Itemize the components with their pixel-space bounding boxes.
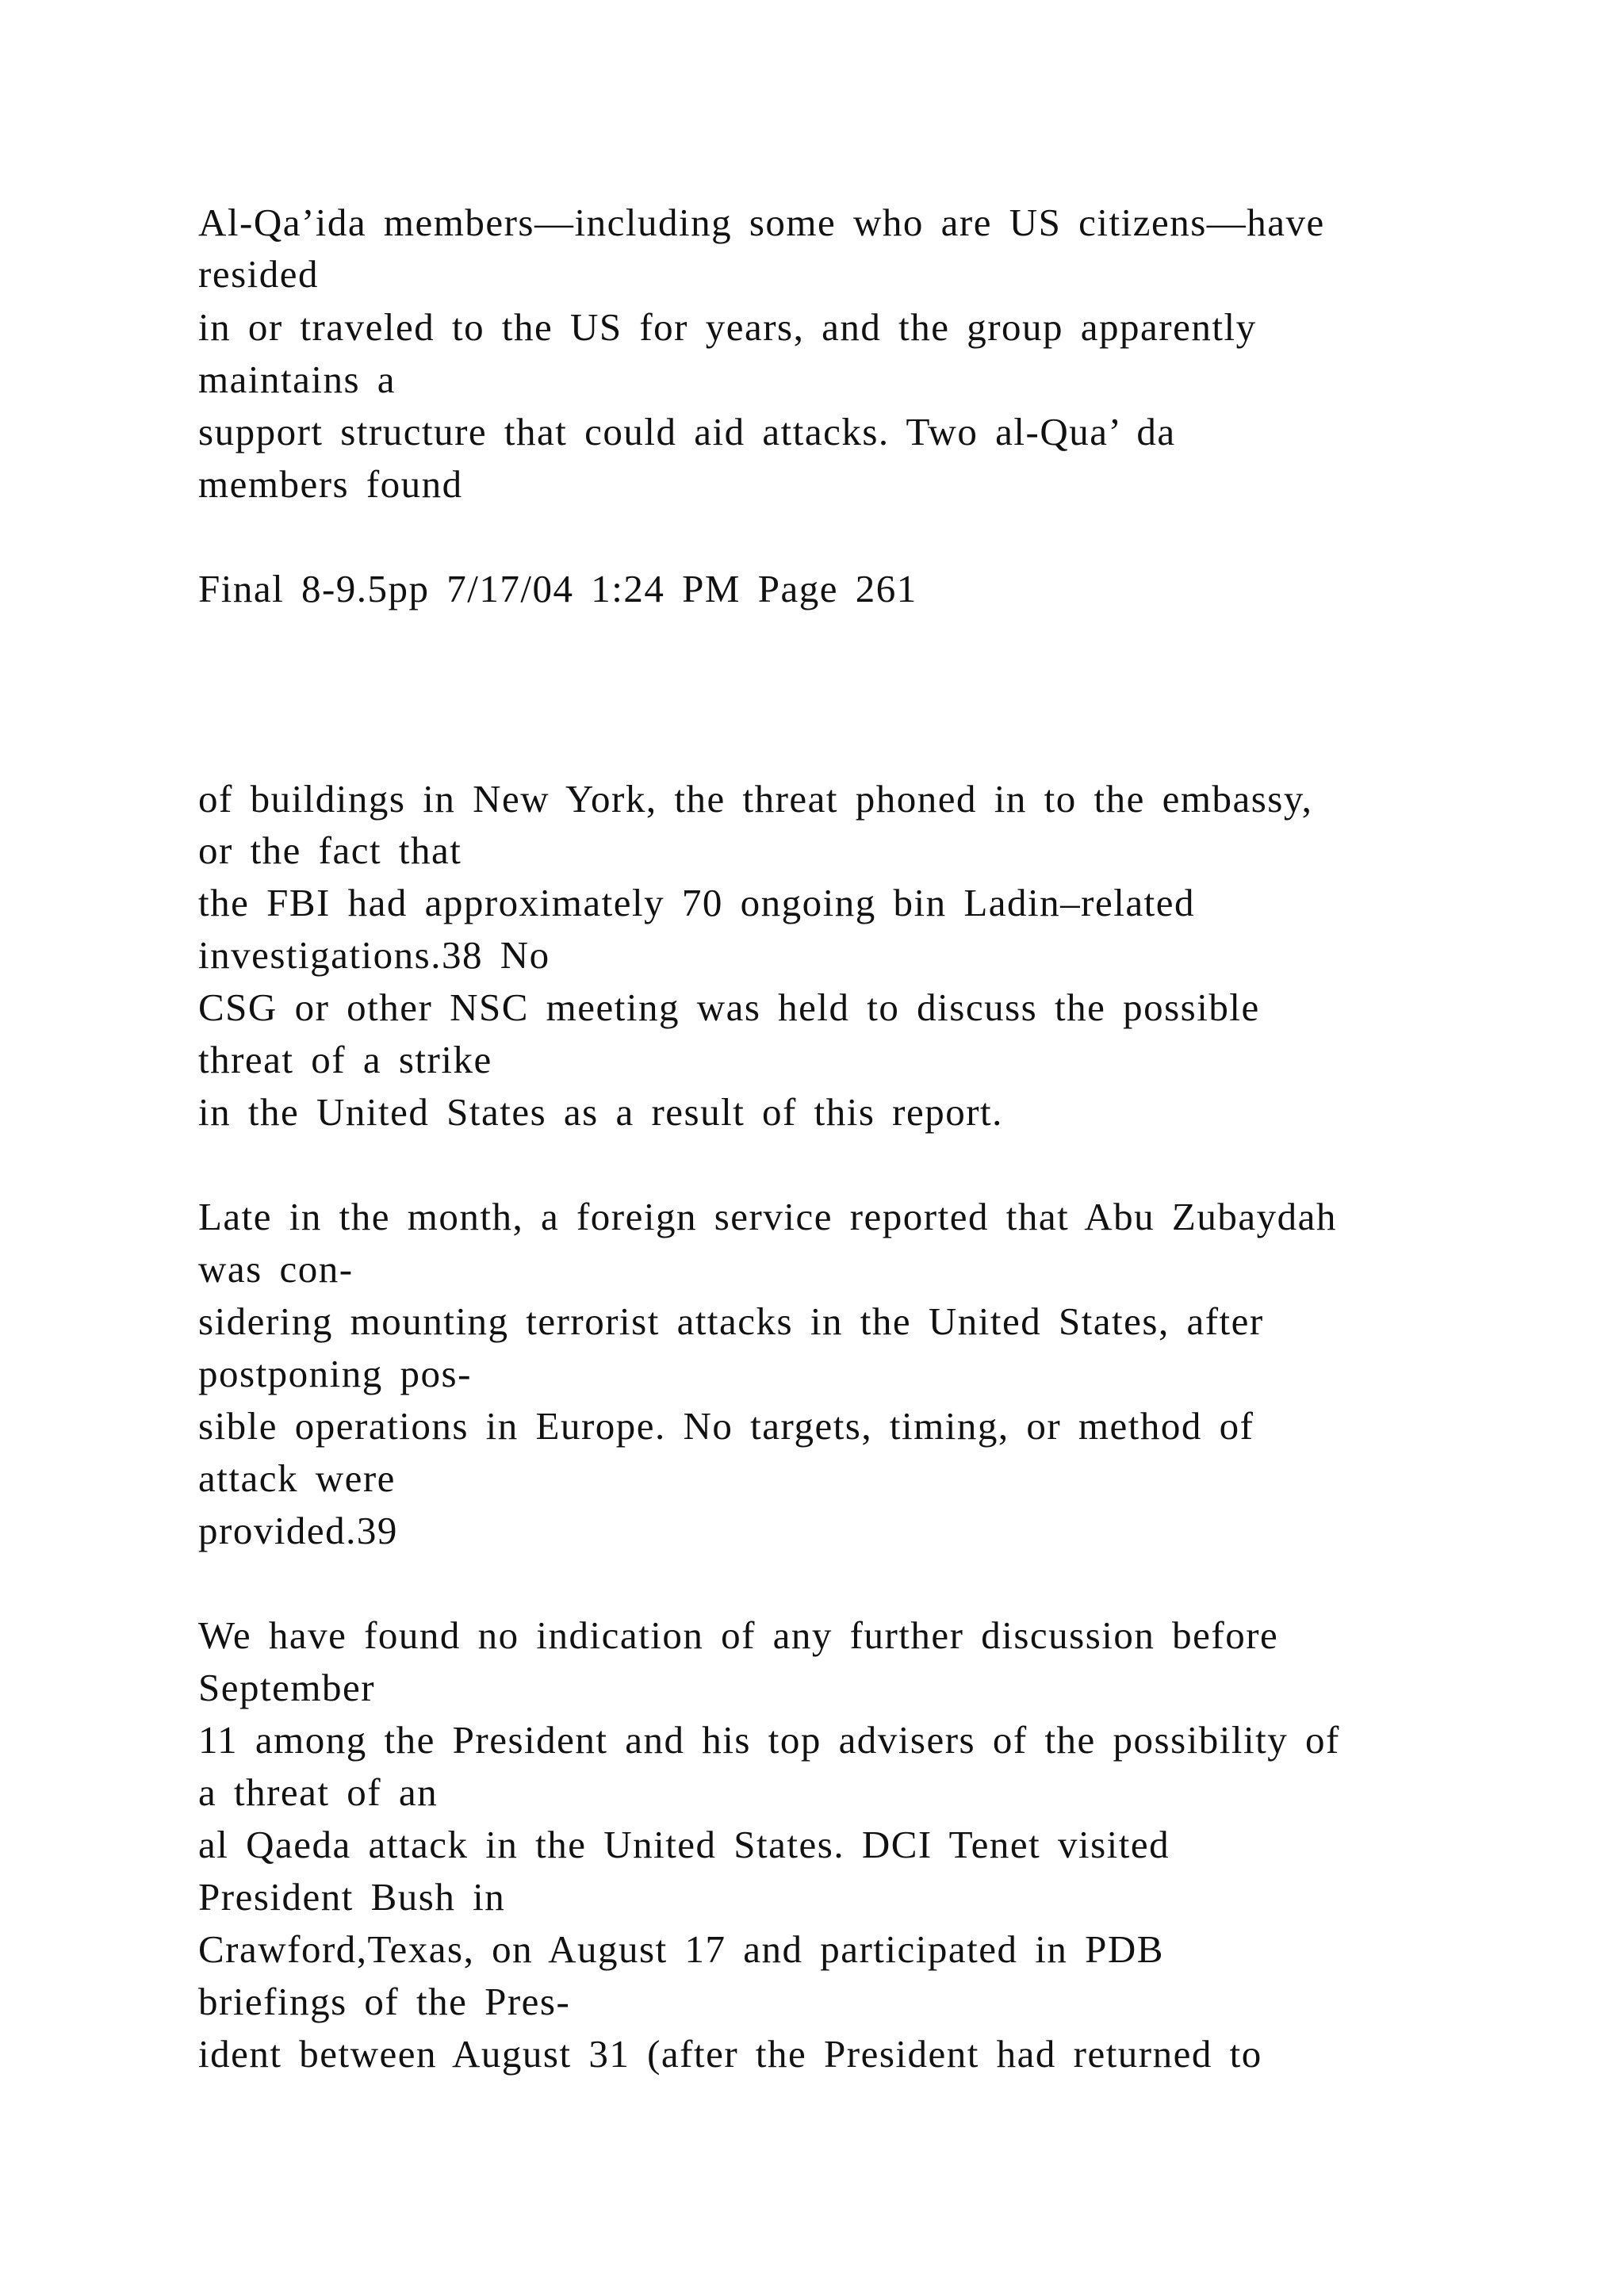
text-line: We have found no indication of any further discussion before bbox=[198, 1613, 1279, 1657]
text-line: President Bush in bbox=[198, 1875, 506, 1919]
text-line: Late in the month, a foreign service reported that Abu Zubaydah bbox=[198, 1195, 1337, 1238]
text-line: or the fact that bbox=[198, 828, 462, 872]
page-footer-line: Final 8-9.5pp 7/17/04 1:24 PM Page 261 bbox=[198, 567, 917, 610]
text-line: in or traveled to the US for years, and the group apparently bbox=[198, 305, 1257, 349]
text-line: sible operations in Europe. No targets, timing, or method of bbox=[198, 1404, 1254, 1448]
text-line: September bbox=[198, 1666, 376, 1709]
text-line: in the United States as a result of this report. bbox=[198, 1090, 1003, 1134]
text-line: maintains a bbox=[198, 358, 396, 401]
text-line: 11 among the President and his top advisers of the possibility of bbox=[198, 1718, 1340, 1762]
text-line: ident between August 31 (after the President had returned to bbox=[198, 2032, 1262, 2076]
text-line: investigations.38 No bbox=[198, 933, 550, 977]
text-line: attack were bbox=[198, 1456, 396, 1500]
text-line: sidering mounting terrorist attacks in the United States, after bbox=[198, 1299, 1264, 1343]
text-line: CSG or other NSC meeting was held to discuss the possible bbox=[198, 985, 1260, 1029]
text-line: al Qaeda attack in the United States. DCI Tenet visited bbox=[198, 1823, 1170, 1866]
text-line: Al-Qa’ida members—including some who are US citizens—have bbox=[198, 201, 1325, 244]
text-line: a threat of an bbox=[198, 1770, 439, 1814]
text-line: postponing pos- bbox=[198, 1352, 472, 1395]
text-line: support structure that could aid attacks. Two al-Qua’ da bbox=[198, 410, 1176, 453]
text-line: was con- bbox=[198, 1247, 354, 1291]
text-line: the FBI had approximately 70 ongoing bin Ladin–related bbox=[198, 881, 1195, 924]
text-line: members found bbox=[198, 462, 463, 506]
text-line: provided.39 bbox=[198, 1509, 398, 1552]
text-line: resided bbox=[198, 252, 319, 296]
text-line: Crawford,Texas, on August 17 and participated in PDB bbox=[198, 1927, 1164, 1971]
text-line: threat of a strike bbox=[198, 1038, 492, 1081]
text-line: briefings of the Pres- bbox=[198, 1980, 571, 2023]
text-line: of buildings in New York, the threat phoned in to the embassy, bbox=[198, 777, 1313, 821]
